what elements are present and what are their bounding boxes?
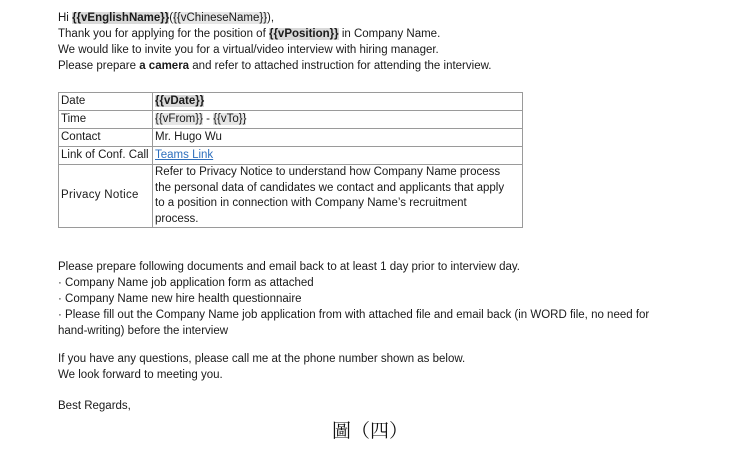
time-value-cell xyxy=(153,111,523,129)
intro-line-3-suffix: and refer to attached instruction for attending the interview. xyxy=(189,60,492,72)
table-row-time xyxy=(59,111,523,129)
table-row-privacy xyxy=(59,165,523,228)
intro-line-3-prefix: Please prepare xyxy=(58,60,140,72)
signoff: Best Regards, xyxy=(58,400,131,412)
document-bullet-3: · Please fill out the Company Name job application from with attached file and email back (in WORD file, no need for hand-writing) before the interview xyxy=(58,309,650,337)
contact-label: Contact xyxy=(59,129,153,147)
greeting-prefix: Hi xyxy=(58,12,73,24)
email-body xyxy=(58,10,698,74)
date-label: Date xyxy=(59,93,153,111)
closing-section xyxy=(58,351,698,383)
date-value-cell xyxy=(153,93,523,111)
intro-line-3 xyxy=(58,58,698,74)
time-to-field: {{vTo}} xyxy=(213,112,247,125)
time-from-field: {{vFrom}} xyxy=(155,112,203,125)
closing-line-1: If you have any questions, please call me at the phone number shown as below. xyxy=(58,353,466,365)
table-row-contact xyxy=(59,129,523,147)
privacy-line-2: the personal data of candidates we contact and applicants that apply xyxy=(155,181,505,194)
intro-line-2: We would like to invite you for a virtual/video interview with hiring manager. xyxy=(58,44,439,56)
privacy-line-4: process. xyxy=(155,212,199,225)
close-paren: ), xyxy=(267,12,275,24)
intro-line-1-suffix: in Company Name. xyxy=(338,28,441,40)
time-label: Time xyxy=(59,111,153,129)
document-bullet-2: · Company Name new hire health questionnaire xyxy=(58,293,302,305)
intro-line-1-prefix: Thank you for applying for the position of xyxy=(58,28,269,40)
signoff-section xyxy=(58,398,698,414)
chinese-name-field: {{vChineseName}} xyxy=(173,12,268,24)
closing-line-2: We look forward to meeting you. xyxy=(58,369,223,381)
privacy-line-3: to a position in connection with Company Name’s recruitment xyxy=(155,197,467,209)
interview-info-table xyxy=(58,92,523,228)
table-row-link xyxy=(59,147,523,165)
privacy-line-1: Refer to Privacy Notice to understand how Company Name process xyxy=(155,166,501,178)
documents-intro: Please prepare following documents and email back to at least 1 day prior to interview day. xyxy=(58,261,520,273)
english-name-field: {{vEnglishName}} xyxy=(72,12,170,24)
table-row-date xyxy=(59,93,523,111)
document-bullet-1: · Company Name job application form as attached xyxy=(58,277,314,289)
contact-value: Mr. Hugo Wu xyxy=(153,129,523,147)
open-paren: ( xyxy=(169,12,174,24)
camera-bold-text: a camera xyxy=(139,60,190,72)
privacy-label: Privacy Notice xyxy=(59,165,153,228)
teams-link[interactable]: Teams Link xyxy=(155,148,214,161)
figure-caption: 圖（四） xyxy=(331,420,408,442)
documents-section xyxy=(58,259,698,339)
date-field: {{vDate}} xyxy=(155,94,205,107)
link-label: Link of Conf. Call xyxy=(59,147,153,165)
intro-line-1 xyxy=(58,26,698,42)
privacy-text xyxy=(153,165,523,228)
position-field: {{vPosition}} xyxy=(268,28,339,40)
greeting-line xyxy=(58,10,698,26)
link-value-cell xyxy=(153,147,523,165)
time-separator: - xyxy=(202,112,214,125)
